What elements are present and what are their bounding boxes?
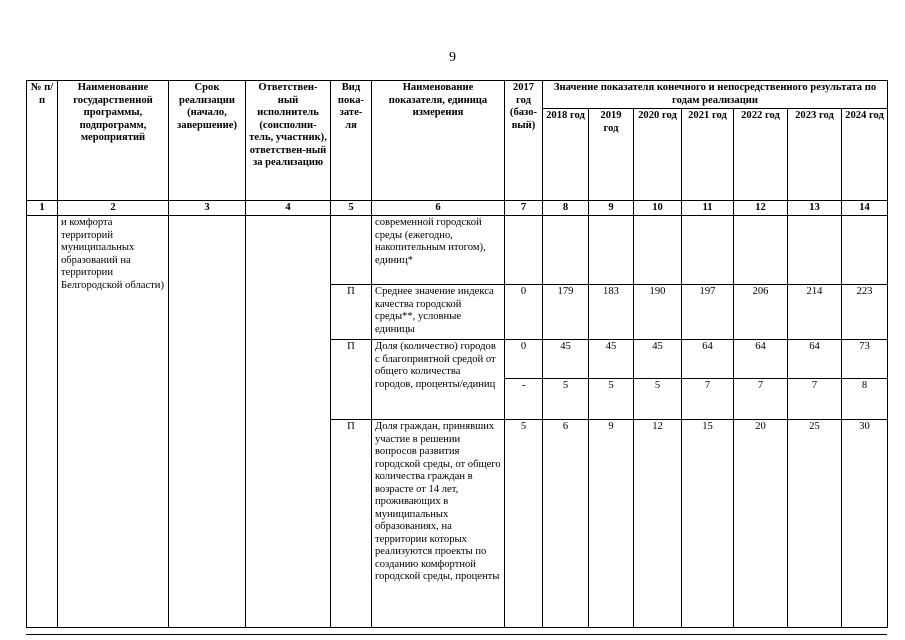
table-row (27, 216, 888, 285)
value-cell: 12 (634, 420, 682, 628)
base-value-cell (505, 216, 543, 285)
program-name-cell: и комфорта территорий муниципальных образований на территории Белгородской области) (58, 216, 169, 628)
header-indicator-type: Вид пока-зате-ля (331, 81, 372, 201)
responsible-cell (246, 216, 331, 628)
header-year: 2021 год (682, 109, 734, 201)
indicator-type-cell: П (331, 420, 372, 628)
indicator-name-cell: Доля граждан, принявших участие в решении вопросов развития городской среды, от общего количества граждан в возрасте от 14 лет, проживающих в муниципальных образованиях, на территории которых реализуются проекты по созданию комфортной городской среды, проценты (372, 420, 505, 628)
header-base-year: 2017 год (базо-вый) (505, 81, 543, 201)
column-number: 4 (246, 201, 331, 216)
value-cell: 20 (734, 420, 788, 628)
value-cell: 15 (682, 420, 734, 628)
column-number: 3 (169, 201, 246, 216)
column-number: 5 (331, 201, 372, 216)
header-year: 2019 год (589, 109, 634, 201)
indicator-type-cell: П (331, 285, 372, 340)
value-cell: 25 (788, 420, 842, 628)
value-cell: 7 (682, 379, 734, 420)
value-cell (734, 216, 788, 285)
base-value-cell: - (505, 379, 543, 420)
value-cell (543, 216, 589, 285)
indicator-type-cell (331, 216, 372, 285)
column-number: 6 (372, 201, 505, 216)
value-cell: 6 (543, 420, 589, 628)
value-cell: 9 (589, 420, 634, 628)
indicator-name-cell: Доля (количество) городов с благоприятной средой от общего количества городов, проценты/единиц (372, 340, 505, 420)
page-number: 9 (449, 50, 456, 65)
column-number: 7 (505, 201, 543, 216)
table-header-row (27, 81, 888, 109)
header-program-name: Наименование государственной программы, подпрограмм, мероприятий (58, 81, 169, 201)
header-period: Срок реализации (начало, завершение) (169, 81, 246, 201)
indicator-name-cell: Среднее значение индекса качества городской среды**, условные единицы (372, 285, 505, 340)
base-value-cell: 0 (505, 285, 543, 340)
column-number: 10 (634, 201, 682, 216)
value-cell: 5 (589, 379, 634, 420)
header-year: 2023 год (788, 109, 842, 201)
column-number: 13 (788, 201, 842, 216)
indicator-type-cell: П (331, 340, 372, 420)
value-cell (788, 216, 842, 285)
value-cell (682, 216, 734, 285)
value-cell: 214 (788, 285, 842, 340)
value-cell: 7 (734, 379, 788, 420)
value-cell: 64 (788, 340, 842, 379)
value-cell: 5 (543, 379, 589, 420)
header-year: 2022 год (734, 109, 788, 201)
header-no: № п/п (27, 81, 58, 201)
base-value-cell: 0 (505, 340, 543, 379)
value-cell: 197 (682, 285, 734, 340)
column-number: 8 (543, 201, 589, 216)
value-cell: 179 (543, 285, 589, 340)
value-cell: 64 (682, 340, 734, 379)
value-cell: 30 (842, 420, 888, 628)
value-cell: 190 (634, 285, 682, 340)
header-year: 2024 год (842, 109, 888, 201)
value-cell (589, 216, 634, 285)
page-bottom-rule (26, 634, 887, 635)
header-indicator-name: Наименование показателя, единица измерения (372, 81, 505, 201)
value-cell: 183 (589, 285, 634, 340)
header-year: 2018 год (543, 109, 589, 201)
value-cell: 64 (734, 340, 788, 379)
value-cell: 223 (842, 285, 888, 340)
value-cell: 5 (634, 379, 682, 420)
value-cell: 45 (589, 340, 634, 379)
header-values-group: Значение показателя конечного и непосредственного результата по годам реализации (543, 81, 888, 109)
header-responsible: Ответствен-ный исполнитель (соисполни-тель, участник), ответствен-ный за реализацию (246, 81, 331, 201)
column-number: 14 (842, 201, 888, 216)
column-numbers-row (27, 201, 888, 216)
value-cell: 8 (842, 379, 888, 420)
header-year: 2020 год (634, 109, 682, 201)
column-number: 9 (589, 201, 634, 216)
indicator-name-cell: современной городской среды (ежегодно, накопительным итогом), единиц* (372, 216, 505, 285)
base-value-cell: 5 (505, 420, 543, 628)
value-cell: 45 (543, 340, 589, 379)
period-cell (169, 216, 246, 628)
column-number: 12 (734, 201, 788, 216)
value-cell: 73 (842, 340, 888, 379)
column-number: 2 (58, 201, 169, 216)
row-number-cell (27, 216, 58, 628)
column-number: 11 (682, 201, 734, 216)
column-number: 1 (27, 201, 58, 216)
value-cell (634, 216, 682, 285)
value-cell: 45 (634, 340, 682, 379)
value-cell: 7 (788, 379, 842, 420)
value-cell: 206 (734, 285, 788, 340)
indicators-table (26, 80, 888, 628)
value-cell (842, 216, 888, 285)
